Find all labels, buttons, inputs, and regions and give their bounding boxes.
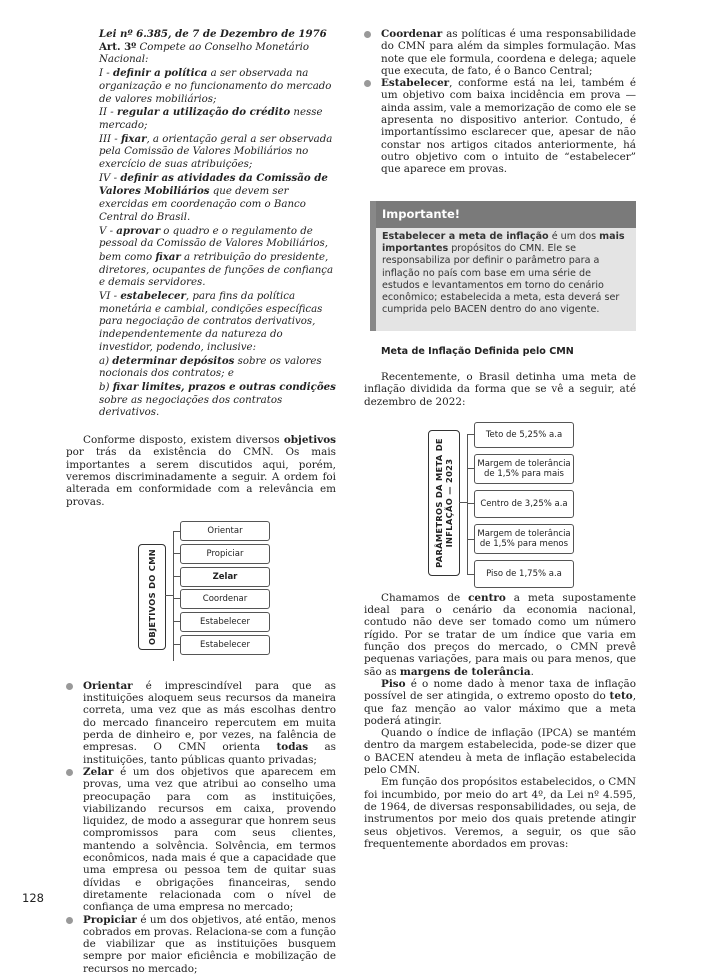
list-item: Coordenar as políticas é uma responsabilidade do CMN para além da simples formulação. Mas note que ele formula, coordena e delega; aquele que executa, de fato, é o Banco Central;	[364, 28, 636, 77]
meta-teto: Teto de 5,25% a.a	[474, 422, 574, 448]
objetivo-estabelecer-1: Estabelecer	[180, 612, 270, 632]
page-number: 128	[22, 891, 44, 905]
objetivo-coordenar: Coordenar	[180, 589, 270, 609]
law-item: III - fixar, a orientação geral a ser observada pela Comissão de Valores Mobiliários no exercício de suas atribuições;	[99, 132, 333, 171]
law-article: Art. 3º Compete ao Conselho Monetário Nacional:	[99, 40, 309, 66]
law-item: b) fixar limites, prazos e outras condições sobre as negociações dos contratos derivativos.	[99, 380, 336, 419]
law-item: a) determinar depósitos sobre os valores nocionais dos contratos; e	[99, 354, 322, 380]
law-item: V - aprovar o quadro e o regulamento de pessoal da Comissão de Valores Mobiliários, bem como fixar a retribuição do presidente, diretores, ocupantes de funções de confiança e demais servidores.	[99, 224, 334, 289]
right-column	[364, 28, 636, 176]
paragraph-piso: Piso é o nome dado à menor taxa de inflação possível de ser atingida, o extremo oposto do teto, que faz menção ao valor máximo que a meta poderá atingir.	[364, 677, 636, 727]
importante-callout	[370, 201, 636, 331]
right-column-lower	[364, 346, 636, 850]
section-title: Meta de Inflação Definida pelo CMN	[381, 346, 574, 357]
paragraph-centro: Chamamos de centro a meta supostamente ideal para o cenário da economia nacional, contudo não deve ser tomado como um número rígido. Por se tratar de um índice que varia em função dos preços do mercado, o CMN prevê pequenas variações, para mais ou para menos, que são as margens de tolerância.	[364, 591, 636, 678]
law-quote	[99, 28, 336, 420]
meta-centro: Centro de 3,25% a.a	[474, 490, 574, 518]
objetivo-zelar: Zelar	[180, 567, 270, 587]
callout-title: Importante!	[376, 201, 636, 228]
list-item: Estabelecer, conforme está na lei, também é um objetivo com baixa incidência em prova — ainda assim, vale a memorização de como ele se apresenta no dispositivo anterior. Contudo, é importantíssimo esclarecer que, apesar de não constar nos artigos citados anteriormente, há outro objetivo com o intuito de “estabelecer” que aparece em provas.	[364, 77, 636, 175]
law-title: Lei nº 6.385, de 7 de Dezembro de 1976	[99, 28, 327, 40]
objetivo-orientar: Orientar	[180, 521, 270, 541]
meta-inflacao-diagram	[364, 418, 636, 586]
paragraph-ipca: Quando o índice de inflação (IPCA) se mantém dentro da margem estabelecida, pode-se dizer que o BACEN atendeu à meta de inflação estabelecida pelo CMN.	[364, 727, 636, 777]
law-item: I - definir a política a ser observada na organização e no funcionamento do mercado de valores mobiliários;	[99, 67, 332, 105]
left-column	[66, 28, 336, 975]
law-item: VI - estabelecer, para fins da política monetária e cambial, condições específicas para negociação de contratos derivativos, independentemente da natureza do investidor, podendo, inclusive:	[99, 290, 323, 353]
callout-text: Estabelecer a meta de inflação é um dos mais importantes propósitos do CMN. Ele se responsabiliza por definir o parâmetro para a inflação no país com base em uma série de estudos e levantamentos em torno do cenário econômico; estabelecida a meta, esta deverá ser cumprida pelo BACEN dentro do ano vigente.	[382, 231, 625, 316]
meta-paragraphs	[364, 592, 636, 850]
list-item: Orientar é imprescindível para que as instituições aloquem seus recursos da maneira correta, uma vez que as más escolhas dentro do mercado financeiro repercutem em muita perda de dinheiro e, por vezes, na falência de empresas. O CMN orienta todas as instituições, tanto públicas quanto privadas;	[66, 680, 336, 766]
paragraph-funcao: Em função dos propósitos estabelecidos, o CMN foi incumbido, por meio do art 4º, da Lei nº 4.595, de 1964, de diversas responsabilidades, ou seja, de instrumentos por meio dos quais pretende atingir seus objetivos. Veremos, a seguir, os que são frequentemente abordados em provas:	[364, 776, 636, 850]
meta-piso: Piso de 1,75% a.a	[474, 560, 574, 588]
law-item: IV - definir as atividades da Comissão de Valores Mobiliários que devem ser exercidas em coordenação com o Banco Central do Brasil.	[99, 171, 328, 223]
meta-label-box: PARÂMETROS DA META DE INFLAÇÃO — 2023	[428, 430, 460, 576]
intro-paragraph: Conforme disposto, existem diversos objetivos por trás da existência do CMN. Os mais importantes a serem discutidos aqui, porém, veremos discriminadamente a seguir. A ordem foi alterada em conformidade com a relevância em provas.	[66, 434, 336, 508]
list-item: Propiciar é um dos objetivos, até então, menos cobrados em provas. Relaciona-se com a função de viabilizar que as instituições busquem sempre por maior eficiência e mobilização de recursos no mercado;	[66, 914, 336, 975]
objetivos-list-left	[66, 680, 336, 975]
objetivo-propiciar: Propiciar	[180, 544, 270, 564]
meta-margem-mais: Margem de tolerância de 1,5% para mais	[474, 454, 574, 484]
meta-margem-menos: Margem de tolerância de 1,5% para menos	[474, 524, 574, 554]
objetivos-list-right	[364, 28, 636, 176]
meta-intro: Recentemente, o Brasil detinha uma meta de inflação dividida da forma que se vê a seguir, até dezembro de 2022:	[364, 371, 636, 408]
list-item: Zelar é um dos objetivos que aparecem em provas, uma vez que atribui ao conselho uma preocupação para com as instituições, viabilizando recursos em caixa, provendo liquidez, de modo a assegurar que honrem seus compromissos para com seus clientes, mantendo a solvência. Solvência, em termos econômicos, nada mais é que a capacidade que uma empresa ou pessoa tem de quitar suas dívidas e obrigações financeiras, sendo diretamente relacionada com o nível de confiança de uma empresa no mercado;	[66, 766, 336, 914]
objetivo-estabelecer-2: Estabelecer	[180, 635, 270, 655]
objetivos-diagram	[66, 520, 336, 680]
law-item: II - regular a utilização do crédito nesse mercado;	[99, 106, 323, 131]
objetivos-label-box: OBJETIVOS DO CMN	[138, 544, 166, 650]
